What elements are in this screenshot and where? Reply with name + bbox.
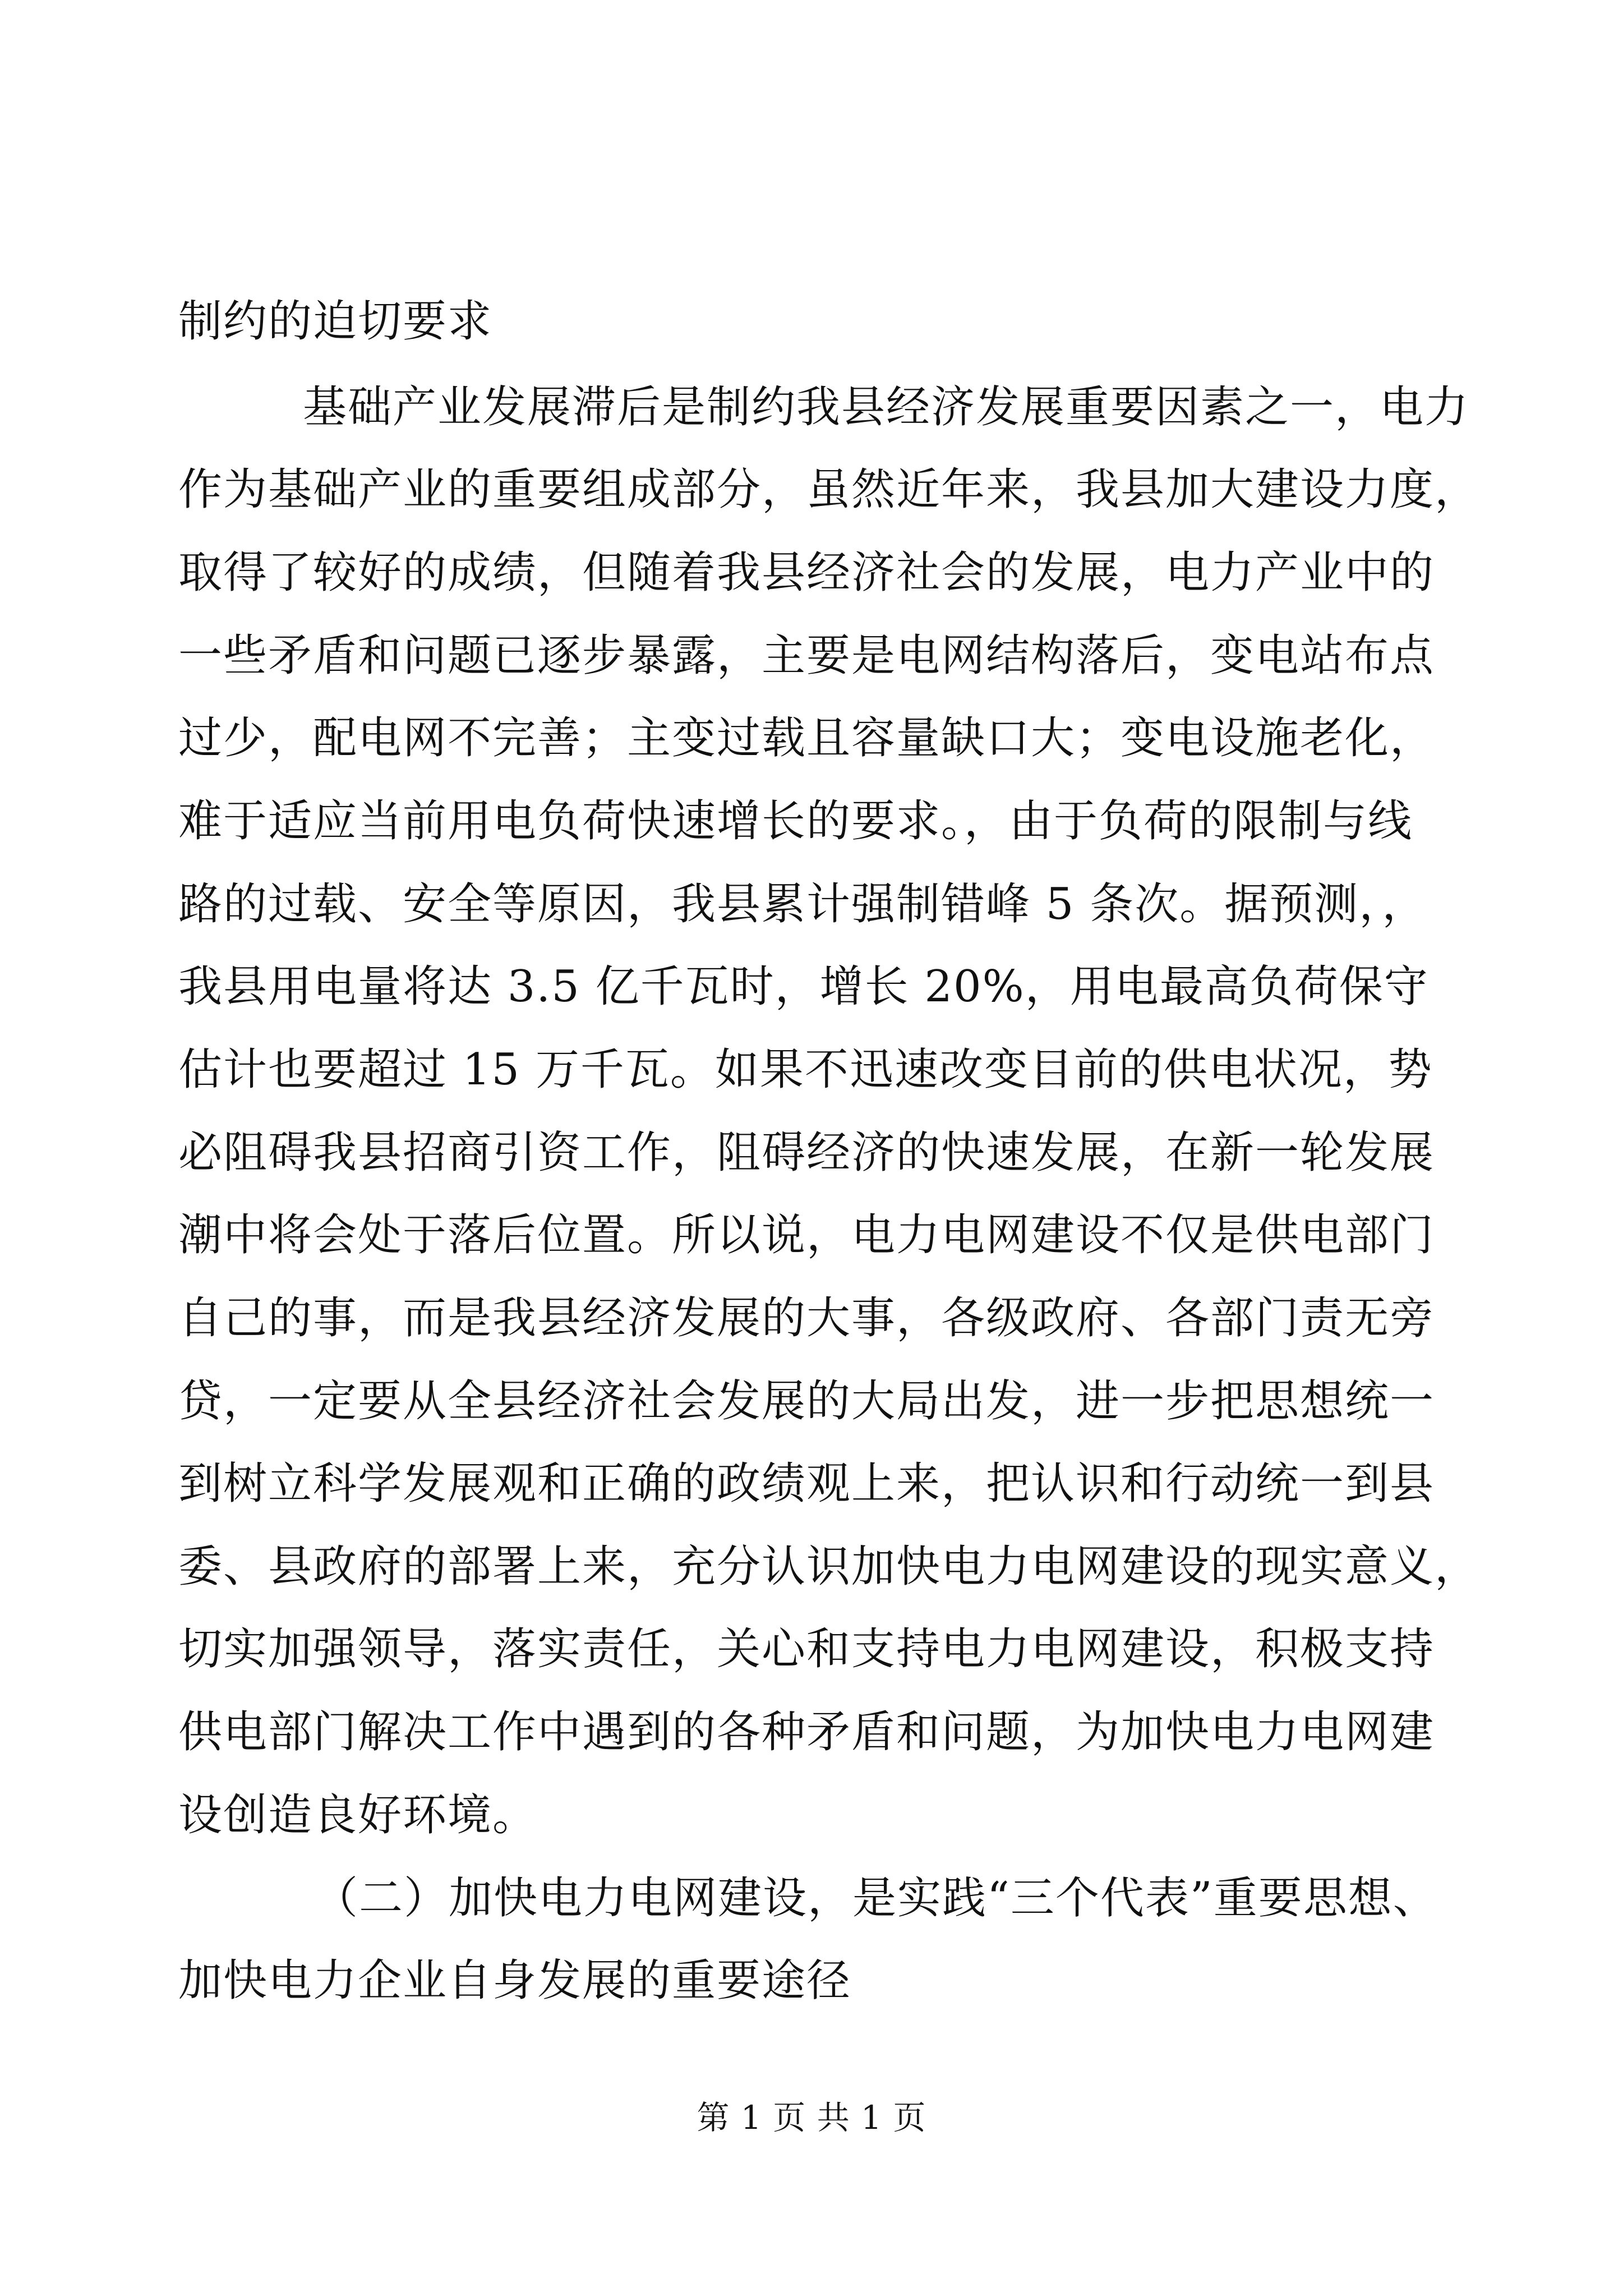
text-line-7: 难于适应当前用电负荷快速增长的要求。，由于负荷的限制与线 <box>178 796 1413 846</box>
text-line-19: 设创造良好环境。 <box>178 1790 538 1841</box>
text-line-10: 估计也要超过 15 万千瓦。如果不迅速改变目前的供电状况，势 <box>178 1045 1433 1095</box>
text-line-13: 自己的事，而是我县经济发展的大事，各级政府、各部门责无旁 <box>178 1293 1435 1343</box>
page-footer: 第 1 页 共 1 页 <box>697 2099 926 2137</box>
section-heading-line-2: 加快电力企业自身发展的重要途径 <box>178 1955 852 2006</box>
text-line-18: 供电部门解决工作中遇到的各种矛盾和问题，为加快电力电网建 <box>178 1707 1435 1757</box>
section-heading-line-1: （二）加快电力电网建设，是实践“三个代表”重要思想、 <box>314 1873 1438 1924</box>
text-line-8: 路的过载、安全等原因，我县累计强制错峰 5 条次。据预测，， <box>178 879 1427 930</box>
text-line-6: 过少，配电网不完善；主变过载且容量缺口大；变电设施老化， <box>178 713 1435 763</box>
text-line-5: 一些矛盾和问题已逐步暴露，主要是电网结构落后，变电站布点 <box>178 631 1435 681</box>
text-line-11: 必阻碍我县招商引资工作，阻碍经济的快速发展，在新一轮发展 <box>178 1128 1435 1178</box>
text-line-12: 潮中将会处于落后位置。所以说，电力电网建设不仅是供电部门 <box>178 1210 1435 1260</box>
text-line-14: 贷，一定要从全县经济社会发展的大局出发，进一步把思想统一 <box>178 1376 1435 1427</box>
text-line-9: 我县用电量将达 3.5 亿千瓦时，增长 20%，用电最高负荷保守 <box>178 961 1429 1012</box>
text-line-17: 切实加强领导，落实责任，关心和支持电力电网建设，积极支持 <box>178 1624 1435 1674</box>
text-line-2: 基础产业发展滞后是制约我县经济发展重要因素之一，电力 <box>303 382 1470 432</box>
text-line-1: 制约的迫切要求 <box>178 296 493 347</box>
text-line-4: 取得了较好的成绩，但随着我县经济社会的发展，电力产业中的 <box>178 547 1435 598</box>
text-line-16: 委、县政府的部署上来，充分认识加快电力电网建设的现实意义， <box>178 1542 1480 1592</box>
text-line-15: 到树立科学发展观和正确的政绩观上来，把认识和行动统一到县 <box>178 1458 1435 1509</box>
text-line-3: 作为基础产业的重要组成部分，虽然近年来，我县加大建设力度， <box>178 464 1480 515</box>
